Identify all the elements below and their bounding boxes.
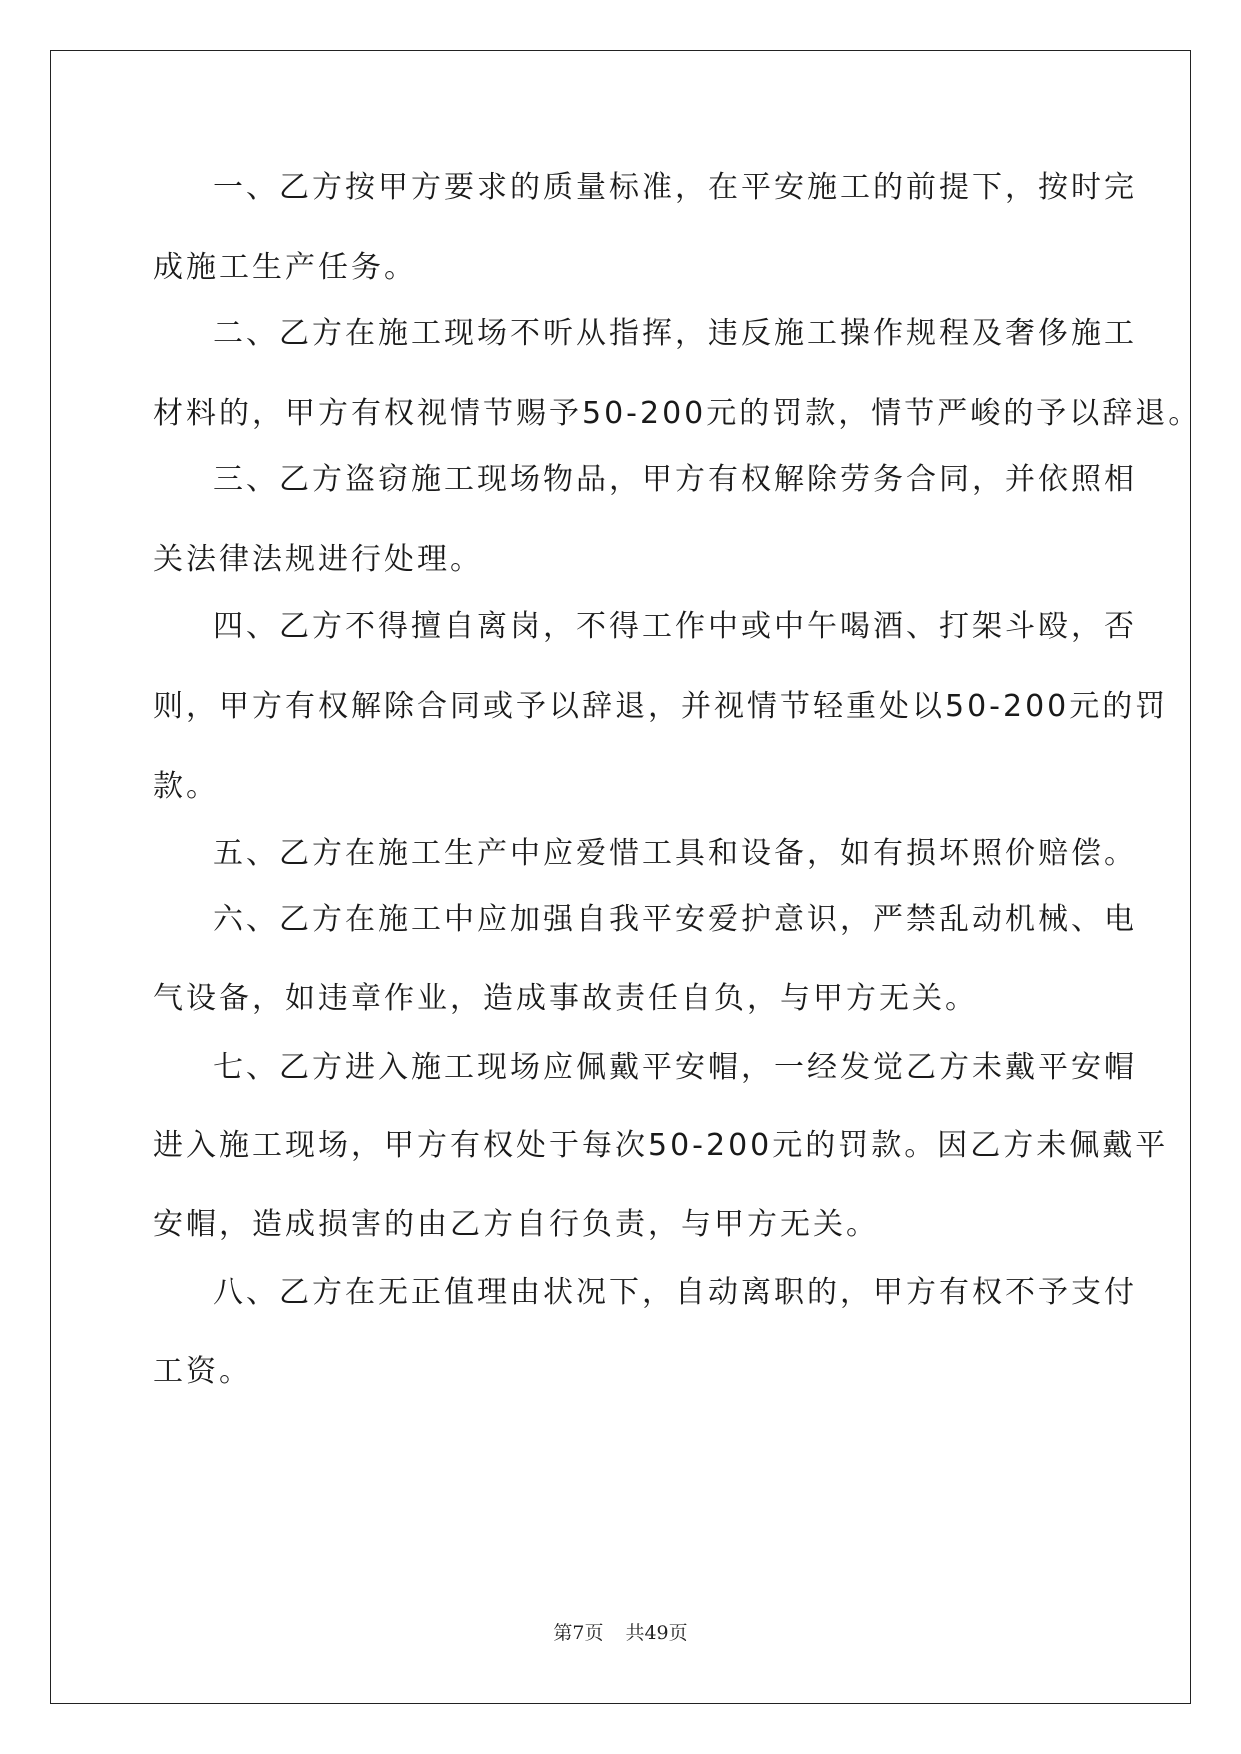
paragraph-1-line-1: 一、乙方按甲方要求的质量标准，在平安施工的前提下，按时完 [213,170,1137,205]
paragraph-6-line-2: 气设备，如违章作业，造成事故责任自负，与甲方无关。 [153,981,978,1016]
paragraph-2-line-1: 二、乙方在施工现场不听从指挥，违反施工操作规程及奢侈施工 [213,316,1137,351]
paragraph-1-line-2: 成施工生产任务。 [153,250,417,285]
paragraph-5-line-1: 五、乙方在施工生产中应爱惜工具和设备，如有损坏照价赔偿。 [213,836,1137,871]
page-frame [50,50,1202,1704]
current-page-label: 第7页 [553,1622,604,1644]
paragraph-7-line-1: 七、乙方进入施工现场应佩戴平安帽，一经发觉乙方未戴平安帽 [213,1050,1137,1085]
paragraph-4-line-2: 则，甲方有权解除合同或予以辞退，并视情节轻重处以50-200元的罚 [153,689,1169,724]
paragraph-4-line-3: 款。 [153,769,219,804]
paragraph-7-line-2: 进入施工现场，甲方有权处于每次50-200元的罚款。因乙方未佩戴平 [153,1128,1169,1163]
page-footer [0,1618,1241,1645]
paragraph-3-line-2: 关法律法规进行处理。 [153,542,483,577]
paragraph-2-line-2: 材料的，甲方有权视情节赐予50-200元的罚款，情节严峻的予以辞退。 [153,396,1202,431]
paragraph-3-line-1: 三、乙方盗窃施工现场物品，甲方有权解除劳务合同，并依照相 [213,462,1137,497]
total-pages-label: 共49页 [625,1622,688,1644]
paragraph-6-line-1: 六、乙方在施工中应加强自我平安爱护意识，严禁乱动机械、电 [213,902,1137,937]
paragraph-8-line-1: 八、乙方在无正值理由状况下，自动离职的，甲方有权不予支付 [213,1275,1137,1310]
paragraph-7-line-3: 安帽，造成损害的由乙方自行负责，与甲方无关。 [153,1207,879,1242]
paragraph-4-line-1: 四、乙方不得擅自离岗，不得工作中或中午喝酒、打架斗殴，否 [213,609,1137,644]
paragraph-8-line-2: 工资。 [153,1354,252,1389]
